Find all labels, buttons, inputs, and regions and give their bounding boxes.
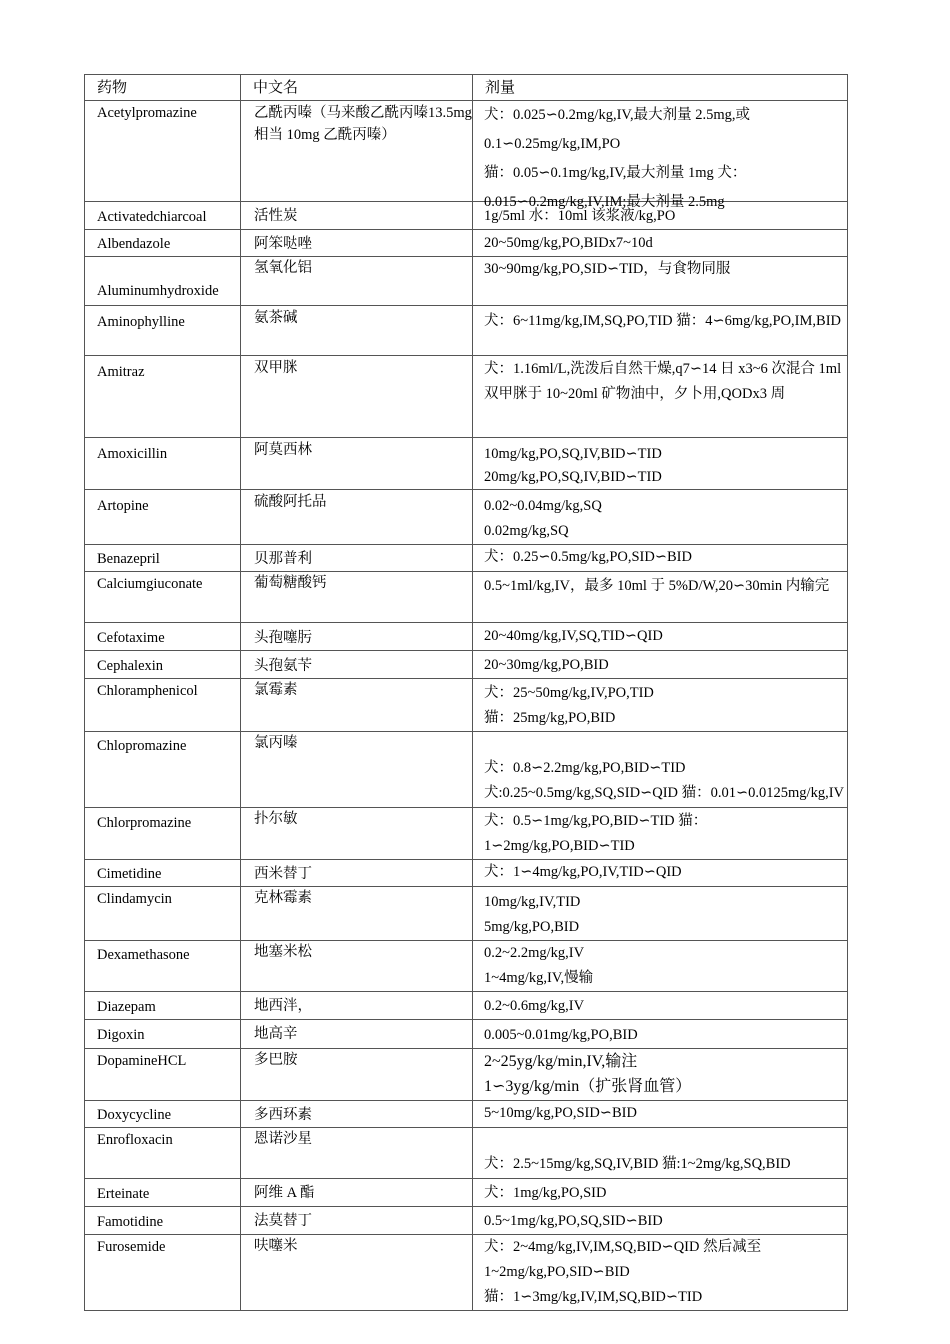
dosage: 犬：1mg/kg,PO,SID (473, 1179, 848, 1207)
table-row (85, 572, 848, 623)
chinese-name: 头孢氨苄 (241, 651, 473, 679)
dosage: 20~40mg/kg,IV,SQ,TID∽QID (473, 623, 848, 651)
dosage: 犬：2~4mg/kg,IV,IM,SQ,BID∽QID 然后减至 1~2mg/kg,PO,SID∽BID 猫：1∽3mg/kg,IV,IM,SQ,BID∽TID (473, 1235, 848, 1311)
chinese-name: 氯丙嗪 (241, 732, 473, 808)
chinese-name: 头孢噻肟 (241, 623, 473, 651)
drug-name: Chloramphenicol (85, 679, 241, 732)
drug-name: Calciumgiuconate (85, 572, 241, 623)
drug-name: Aminophylline (85, 306, 241, 356)
chinese-name: 贝那普利 (241, 545, 473, 572)
drug-name: Furosemide (85, 1235, 241, 1311)
dosage: 10mg/kg,IV,TID 5mg/kg,PO,BID (473, 887, 848, 941)
table-row (85, 732, 848, 808)
table-row (85, 101, 848, 202)
chinese-name: 扑尔敏 (241, 808, 473, 860)
dosage: 30~90mg/kg,PO,SID∽TID，与食物同服 (473, 257, 848, 306)
drug-name: Diazepam (85, 992, 241, 1020)
chinese-name: 阿莫西林 (241, 438, 473, 490)
dosage: 犬：0.5∽1mg/kg,PO,BID∽TID 猫：1∽2mg/kg,PO,BID∽TID (473, 808, 848, 860)
drug-name: Acetylpromazine (85, 101, 241, 202)
chinese-name: 多西环素 (241, 1101, 473, 1128)
chinese-name: 葡萄糖酸钙 (241, 572, 473, 623)
drug-name: Amoxicillin (85, 438, 241, 490)
dosage: 0.5~1mg/kg,PO,SQ,SID∽BID (473, 1207, 848, 1235)
table-row (85, 202, 848, 230)
table-row (85, 1207, 848, 1235)
table-row (85, 545, 848, 572)
drug-name: Albendazole (85, 230, 241, 257)
drug-name: Chlopromazine (85, 732, 241, 808)
drug-name: Activatedchiarcoal (85, 202, 241, 230)
table-row (85, 860, 848, 887)
table-row (85, 1128, 848, 1179)
dosage: 0.2~2.2mg/kg,IV 1~4mg/kg,IV,慢输 (473, 941, 848, 992)
drug-name: Artopine (85, 490, 241, 545)
header-chinese-name: 中文名 (241, 75, 473, 101)
drug-name: Aluminumhydroxide (85, 257, 241, 306)
header-dosage: 剂量 (473, 75, 848, 101)
dosage: 2~25yg/kg/min,IV,输注 1∽3yg/kg/min（扩张肾血管） (473, 1049, 848, 1101)
table-row (85, 679, 848, 732)
drug-name: Chlorpromazine (85, 808, 241, 860)
table-row (85, 490, 848, 545)
dosage: 0.2~0.6mg/kg,IV (473, 992, 848, 1020)
dosage: 犬：2.5~15mg/kg,SQ,IV,BID 猫:1~2mg/kg,SQ,BID (473, 1128, 848, 1179)
chinese-name: 呋噻米 (241, 1235, 473, 1311)
chinese-name: 氨茶碱 (241, 306, 473, 356)
dosage: 20~30mg/kg,PO,BID (473, 651, 848, 679)
dosage: 犬：1.16ml/L,洗泼后自然干燥,q7∽14 日 x3~6 次混合 1ml 双甲脒于 10~20ml 矿物油中，夕卜用,QODx3 周 (473, 356, 848, 438)
drug-name: Digoxin (85, 1020, 241, 1049)
table-row (85, 623, 848, 651)
table-row (85, 1020, 848, 1049)
drug-name: Cefotaxime (85, 623, 241, 651)
chinese-name: 地塞米松 (241, 941, 473, 992)
table-row (85, 941, 848, 992)
table-row (85, 887, 848, 941)
drug-name: Doxycycline (85, 1101, 241, 1128)
table-row (85, 306, 848, 356)
table-row (85, 257, 848, 306)
chinese-name: 地西泮， (241, 992, 473, 1020)
drug-name: Erteinate (85, 1179, 241, 1207)
chinese-name: 西米替丁 (241, 860, 473, 887)
table-row (85, 1049, 848, 1101)
drug-name: DopamineHCL (85, 1049, 241, 1101)
table-row (85, 651, 848, 679)
chinese-name: 恩诺沙星 (241, 1128, 473, 1179)
chinese-name: 双甲脒 (241, 356, 473, 438)
drug-name: Amitraz (85, 356, 241, 438)
dosage: 0.5~1ml/kg,IV，最多 10ml 于 5%D/W,20∽30min 内输完 (473, 572, 848, 623)
drug-name: Cephalexin (85, 651, 241, 679)
table-row (85, 808, 848, 860)
table-row (85, 1101, 848, 1128)
chinese-name: 阿笨哒唑 (241, 230, 473, 257)
chinese-name: 氢氧化铝 (241, 257, 473, 306)
chinese-name: 多巴胺 (241, 1049, 473, 1101)
table-header-row (85, 75, 848, 101)
chinese-name: 硫酸阿托品 (241, 490, 473, 545)
chinese-name: 法莫替丁 (241, 1207, 473, 1235)
dosage: 5~10mg/kg,PO,SID∽BID (473, 1101, 848, 1128)
dosage: 犬：25~50mg/kg,IV,PO,TID 猫：25mg/kg,PO,BID (473, 679, 848, 732)
table-row (85, 992, 848, 1020)
drug-name: Benazepril (85, 545, 241, 572)
drug-dosage-table (84, 74, 848, 1311)
table-row (85, 1235, 848, 1311)
table-row (85, 438, 848, 490)
dosage: 犬：1∽4mg/kg,PO,IV,TID∽QID (473, 860, 848, 887)
dosage: 犬：0.25∽0.5mg/kg,PO,SID∽BID (473, 545, 848, 572)
chinese-name: 阿维 A 酯 (241, 1179, 473, 1207)
drug-name: Cimetidine (85, 860, 241, 887)
dosage: 0.005~0.01mg/kg,PO,BID (473, 1020, 848, 1049)
dosage: 20~50mg/kg,PO,BIDx7~10d (473, 230, 848, 257)
table-row (85, 230, 848, 257)
header-drug: 药物 (85, 75, 241, 101)
table-row (85, 1179, 848, 1207)
dosage: 0.02~0.04mg/kg,SQ 0.02mg/kg,SQ (473, 490, 848, 545)
drug-name: Enrofloxacin (85, 1128, 241, 1179)
drug-name: Clindamycin (85, 887, 241, 941)
chinese-name: 氯霉素 (241, 679, 473, 732)
dosage: 犬：0.8∽2.2mg/kg,PO,BID∽TID 犬:0.25~0.5mg/kg,SQ,SID∽QID 猫：0.01∽0.0125mg/kg,IV (473, 732, 848, 808)
dosage: 10mg/kg,PO,SQ,IV,BID∽TID 20mg/kg,PO,SQ,IV,BID∽TID (473, 438, 848, 490)
chinese-name: 乙酰丙嗪（马来酸乙酰丙嗪13.5mg 相当 10mg 乙酰丙嗪） (241, 101, 473, 202)
chinese-name: 活性炭 (241, 202, 473, 230)
chinese-name: 克林霉素 (241, 887, 473, 941)
drug-name: Famotidine (85, 1207, 241, 1235)
chinese-name: 地高辛 (241, 1020, 473, 1049)
dosage: 犬：6~11mg/kg,IM,SQ,PO,TID 猫：4∽6mg/kg,PO,IM,BID (473, 306, 848, 356)
dosage: 1g/5ml 水：10ml 该浆液/kg,PO (473, 202, 848, 230)
drug-name: Dexamethasone (85, 941, 241, 992)
table-row (85, 356, 848, 438)
dosage: 犬：0.025∽0.2mg/kg,IV,最大剂量 2.5mg,或 0.1∽0.25mg/kg,IM,PO 猫：0.05∽0.1mg/kg,IV,最大剂量 1mg 犬：0.015∽0.2mg/kg,IV,IM;最大剂量 2.5mg (473, 101, 848, 202)
